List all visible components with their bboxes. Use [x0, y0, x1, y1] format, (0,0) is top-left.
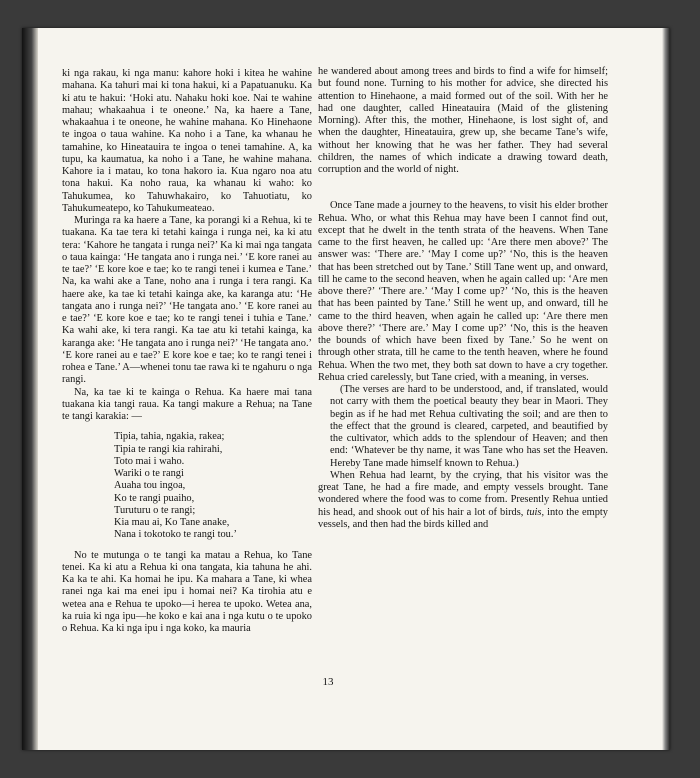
- english-paragraph-2: Once Tane made a journey to the heavens, to visit his elder brother Rehua. Who, or what this Rehua may have been I cannot find out, except that he dwelt in the tenth strata of the heavens. When Tane came to the first heaven, he called up: ‘Are there men above?’ The answer was: ‘There are.’ ‘May I come up?’ ‘No, this is the heaven that has been stretched out by Tane.’ Still Tane went up, and onward, till he came to the second heaven, when he again called up: ‘Are men above there?’ ‘There are.’ ‘May I come up?’ ‘No, this is the heaven that has been painted by Tane.’ Still he went up, and onward, till he came to the third heaven, when again he called up: ‘Are there men above there?’ ‘There are.’ May I come up?’ ‘No, this is the heaven the bounds of which have been fixed by Tane.’ So he went on through other strata, till he came to the tenth heaven, where he found Rehua. When the two met, they both sat down to have a cry together. Rehua cried carelessly, but Tane cried, with a meaning, in verses.: [318, 200, 608, 383]
- book-page: [22, 28, 670, 750]
- english-paragraph-4-text-b: into the empty vessels, and then had the birds killed and: [318, 506, 609, 530]
- english-paragraph-4-text-a: When Rehua had learnt, by the crying, that his visitor was the great Tane, he had a fire made, and empty vessels brought. Tane wondered where the food was to come from. Presently Rehua untied his head, and shook out of his hair a lot of birds,: [318, 469, 608, 518]
- verse-line: Ko te rangi puaiho,: [114, 492, 195, 504]
- english-paragraph-4-italic: tuis,: [526, 506, 545, 518]
- maori-paragraph-2: Muringa ra ka haere a Tane, ka porangi ki a Rehua, ki te tuakana. Ka tae tera ki tetahi kainga i runga nei, ka ki atu tera: ‘Kahore he tangata i runga nei?’ Ka ki mai nga tangata o taua kainga: ‘He tangata ano i runga nei.’ ‘E kore ranei au te tae?’ ‘E kore koe e tae; ko te rangi tenei i kumea e Tane.’ Na, ka wahi ake a Tane, noho ana i runga i tera rangi. Ka haere ake, ka tae ki tetahi kainga ake, ka karanga atu: ‘He tangata ano i runga nei?’ ‘He tangata ano.’ ‘E kore ranei au e tae?’ ‘E kore koe e tae; ko te rangi tenei i tuhia e Tane.’ Ka wahi ake, ki tera rangi. Ka tae atu ki tetahi kainga, ka karanga ake: ‘He tangata ano i runga nei?’ ‘He tangata ano.’ ‘E kore ranei au e tae?’ E kore koe e tae; ko te rangi tenei i rohea e Tane.’ A—whenei tonu tae rawa ki te ngahuru o nga rangi.: [62, 215, 312, 386]
- maori-paragraph-1: ki nga rakau, ki nga manu: kahore hoki i kitea he wahine mahana. Ka tahuri mai ki tona hakui, ki a Papatuanuku. Ka ki atu te hakui: ‘Hoki atu. Nahaku hoki koe. Nai te wahine mahau; whakaahua i te oneone.’ Na, ka haere a Tane, whakaahua i te oneone, he wahine mahana. Ko Hinehaone te ingoa o taua wahine. Ka noho i a Tane, ka whanau he tamahine, ko Hineatauira te ingoa o tenei tamahine. A, ka tupu, ka kaumatua, ka noho i a Tane, he wahine mahana. Kahore ia i matau, ko tona hakoro ia. Kua ngaro noa atu tona hakui. Ka noho raua, ka whanau ki waho: ko Tahukumea, ko Tahuwhakairo, ko Tahuotiatu, ko Tahukumeatepo, ko Tahukumeateao.: [62, 68, 312, 214]
- karakia-verse: [114, 431, 312, 541]
- verse-line: Wariki o te rangi: [114, 468, 184, 479]
- page-number: 13: [322, 676, 334, 688]
- verse-line: Turuturu o te rangi;: [114, 504, 196, 516]
- page-edge-shadow: [662, 28, 670, 750]
- verse-line: Kia mau ai, Ko Tane anake,: [114, 517, 230, 528]
- english-verse-note: (The verses are hard to be understood, and, if translated, would not carry with them the poetical beauty they bear in Maori. They begin as if he had met Rehua cultivating the soil; and are then to the effect that the ground is cleared, carpeted, and beautified by the cultivator, which adds to the splendour of Heaven; and then end: ‘Whatever be thy name, it was Tane who has set the Heaven. Hereby Tane made himself known to Rehua.): [330, 384, 608, 469]
- verse-line: Auaha tou ingoa,: [114, 480, 186, 492]
- english-paragraph-4: [318, 470, 608, 531]
- verse-line: Tipia te rangi kia rahirahi,: [114, 443, 223, 455]
- maori-paragraph-3: Na, ka tae ki te kainga o Rehua. Ka haere mai tana tuakana kia tangi raua. Ka tangi makure a Rehua; na Tane te tangi karakia: —: [62, 386, 312, 422]
- verse-line: Nana i tokotoko te rangi tou.’: [114, 529, 237, 541]
- english-text-column: [318, 66, 608, 531]
- maori-paragraph-4: No te mutunga o te tangi ka matau a Rehua, ko Tane tenei. Ka ki atu a Rehua ki ona tangata, kia tahuna he ahi. Ka ka te ahi. Ka homai he ipu. Ka mahara a Tane, ki whea ranei nga kai ma enei ipu i homai nei? Ka tirohia atu e wetea ana e Rehua te upoko—i herea te upoko. Wetea ana, ka ruia ki nga ipu—he koko e kai ana i nga kutu o te upoko o Rehua. Ka ki nga ipu i nga koko, ka mauria: [62, 549, 312, 634]
- verse-line: Toto mai i waho.: [114, 455, 185, 467]
- maori-text-column: [62, 68, 312, 635]
- verse-line: Tipia, tahia, ngakia, rakea;: [114, 431, 225, 443]
- page-gutter-shadow: [22, 28, 38, 750]
- english-paragraph-1: he wandered about among trees and birds to find a wife for himself; but found none. Turning to his mother for advice, she directed his attention to Hinehaone, a maid formed out of the soil. With her he had one daughter, called Hineatauira (Maid of the glistening Morning). After this, the mother, Hinehaone, is lost sight of, and when the daughter, Hineatauira, grew up, she became Tane’s wife, without her knowing that he was her father. They had several children, the names of which indicate a drawing toward death, corruption and the world of night.: [318, 66, 608, 175]
